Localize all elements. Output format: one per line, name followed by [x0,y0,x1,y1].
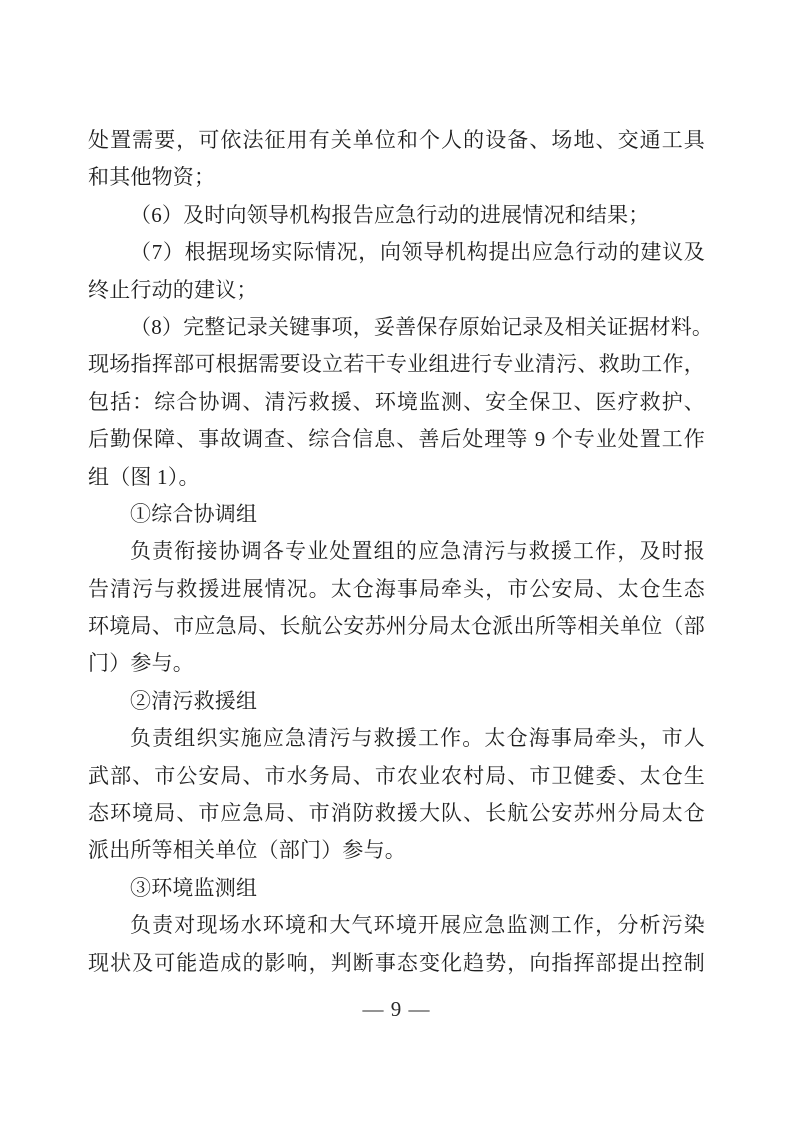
text-line: 现状及可能造成的影响，判断事态变化趋势，向指挥部提出控制 [88,950,705,975]
text-line: （6）及时向领导机构报告应急行动的进展情况和结果； [130,202,650,227]
text-line: 负责对现场水环境和大气环境开展应急监测工作，分析污染 [130,913,705,938]
text-line: 态环境局、市应急局、市消防救援大队、长航公安苏州分局太仓 [88,801,705,826]
text-line: 处置需要，可依法征用有关单位和个人的设备、场地、交通工具 [88,128,705,152]
text-line: 武部、市公安局、市水务局、市农业农村局、市卫健委、太仓生 [88,763,705,788]
text-line: （7）根据现场实际情况，向领导机构提出应急行动的建议及 [130,240,705,265]
text-line: 包括：综合协调、清污救援、环境监测、安全保卫、医疗救护、 [88,389,705,414]
text-line: 后勤保障、事故调查、综合信息、善后处理等 9 个专业处置工作 [88,427,705,452]
section-heading-line: ①综合协调组 [130,501,258,526]
text-line: 组（图 1）。 [88,464,200,489]
text-line: 环境局、市应急局、长航公安苏州分局太仓派出所等相关单位（部 [88,614,705,639]
section-heading-line: ②清污救援组 [130,688,258,713]
text-line: （8）完整记录关键事项，妥善保存原始记录及相关证据材料。 [130,314,714,339]
text-line: 现场指挥部可根据需要设立若干专业组进行专业清污、救助工作， [88,352,705,377]
text-line: 负责组织实施应急清污与救援工作。太仓海事局牵头，市人 [130,726,705,751]
page-number: — 9 — [362,997,431,1021]
document-body [88,122,714,982]
text-line: 门）参与。 [88,651,194,676]
text-line: 派出所等相关单位（部门）参与。 [88,838,406,863]
text-line: 终止行动的建议； [88,277,258,302]
text-line: 告清污与救援进展情况。太仓海事局牵头，市公安局、太仓生态 [88,576,705,601]
text-line: 和其他物资； [88,165,216,190]
text-line: 负责衔接协调各专业处置组的应急清污与救援工作，及时报 [130,539,705,564]
section-heading-line: ③环境监测组 [130,875,258,900]
